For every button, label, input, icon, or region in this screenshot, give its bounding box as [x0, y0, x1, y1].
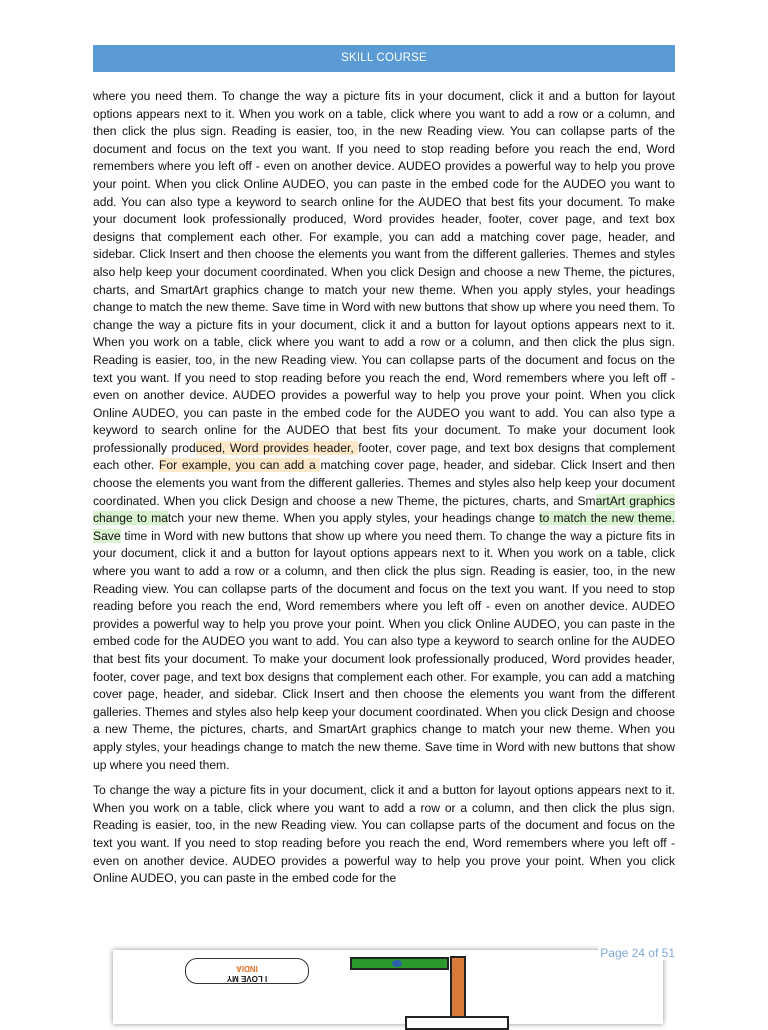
tv-screen-drawing	[350, 957, 449, 970]
text-segment: where you need them. To change the way a picture fits in your document, click it and a button for layout options appears next to it. When you work on a table, click where you want to add a row or a column, and then click the plus sign. Reading is easier, too, in the new Reading view. You can collapse parts of the document and focus on the text you want. If you need to stop reading before you reach the end, Word remembers where you left off - even on another device. AUDEO provides a powerful way to help you prove your point. When you click Online AUDEO, you can paste in the embed code for the AUDEO you want to add. You can also type a keyword to search online for the AUDEO that best fits your document. To make your document look professionally produced, Word provides header, footer, cover page, and text box designs that complement each other. For example, you can add a matching cover page, header, and sidebar. Click Insert and then choose the elements you want from the different galleries. Themes and styles also help keep your document coordinated. When you click Design and choose a new Theme, the pictures, charts, and SmartArt graphics change to match your new theme. When you apply styles, your headings change to match the new theme. Save time in Word with new buttons that show up where you need them. To change the way a picture fits in your document, click it and a button for layout options appears next to it. When you work on a table, click where you want to add a row or a column, and then click the plus sign. Reading is easier, too, in the new Reading view. You can collapse parts of the document and focus on the text you want. If you need to stop reading before you reach the end, Word remembers where you left off - even on another device. AUDEO provides a powerful way to help you prove your point. When you click Online AUDEO, you can paste in the embed code for the AUDEO you want to add. You can also type a keyword to search online for the AUDEO that best fits your document. To make your document look professionally prod	[93, 89, 675, 455]
page-header-bar	[93, 45, 675, 72]
speech-line-1: I LOVE MY	[226, 974, 268, 983]
tv-dot	[392, 960, 402, 967]
text-segment: matching cover page, header, and sidebar. Click Insert and then choose the elements you want from the different galleries. Themes and styles also help keep your document coordinated. When you click Design and choose a new Theme, the pictures, charts, and Sm	[93, 458, 676, 508]
text-segment: tch your new theme. When you apply styles, your headings change	[167, 511, 540, 526]
highlighted-text: For example, you can add a	[158, 458, 321, 473]
header-title: SKILL COURSE	[341, 52, 427, 64]
cartoon-figure	[113, 950, 663, 1024]
text-segment: To change the way a picture fits in your document, click it and a button for layout options appears next to it. When you work on a table, click where you want to add a row or a column, and then click the plus sign. Reading is easier, too, in the new Reading view. You can collapse parts of the document and focus on the text you want. If you need to stop reading before you reach the end, Word remembers where you left off - even on another device. AUDEO provides a powerful way to help you prove your point. When you click Online AUDEO, you can paste in the embed code for the	[93, 783, 675, 886]
paragraph	[93, 88, 675, 774]
pole-drawing	[450, 956, 466, 1022]
speech-bubble	[185, 958, 309, 984]
text-segment: time in Word with new buttons that show up where you need them. To change the way a picture fits in your document, click it and a button for layout options appears next to it. When you work on a table, click where you want to add a row or a column, and then click the plus sign. Reading is easier, too, in the new Reading view. You can collapse parts of the document and focus on the text you want. If you need to stop reading before you reach the end, Word remembers where you left off - even on another device. AUDEO provides a powerful way to help you prove your point. When you click Online AUDEO, you can paste in the embed code for the AUDEO you want to add. You can also type a keyword to search online for the AUDEO that best fits your document. To make your document look professionally produced, Word provides header, footer, cover page, and text box designs that complement each other. For example, you can add a matching cover page, header, and sidebar. Click Insert and then choose the elements you want from the different galleries. Themes and styles also help keep your document coordinated. When you click Design and choose a new Theme, the pictures, charts, and SmartArt graphics change to match your new theme. When you apply styles, your headings change to match the new theme. Save time in Word with new buttons that show up where you need them.	[93, 528, 675, 772]
paragraph	[93, 782, 675, 888]
page-number: Page 24 of 51	[600, 946, 675, 960]
highlighted-text: uced, Word provides header,	[195, 440, 359, 455]
text-segment: footer, cover page, and text box designs that complement each other.	[93, 440, 675, 473]
highlighted-text: artArt graphics change to ma	[93, 493, 675, 526]
highlighted-text: to match the new theme. Save	[93, 511, 675, 543]
body-text	[93, 88, 675, 896]
base-drawing	[405, 1016, 509, 1030]
speech-line-2: INDIA	[236, 964, 258, 973]
